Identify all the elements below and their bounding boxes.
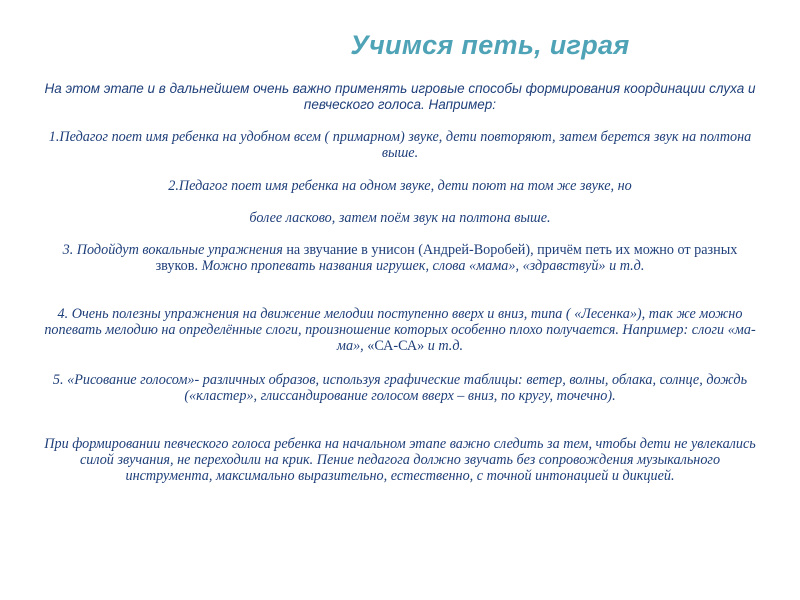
intro-paragraph: На этом этапе и в дальнейшем очень важно применять игровые способы формирования координации слуха и певческого голоса. Например: (44, 81, 756, 112)
paragraph-3-part-3: Можно пропевать названия игрушек, слова «мама», «здравствуй» и т.д. (198, 258, 645, 274)
paragraph-3-part-2: на звучание в унисон (Андрей-Воробей), причём петь их можно от разных звуков. (155, 242, 738, 274)
paragraph-2-line-2: более ласково, затем поём звук на полтона выше. (249, 210, 551, 226)
paragraph-3-part-1: 3. Подойдут вокальные упражнения (62, 242, 283, 258)
paragraph-6: При формировании певческого голоса ребенка на начальном этапе важно следить за тем, чтобы дети не увлекались силой звучания, не переходили на крик. Пение педагога должно звучать без сопровождения музыкального инструмента, максимально выразительно, естественно, с точной интонацией и дикцией. (44, 436, 756, 484)
paragraph-4 (40, 306, 760, 354)
paragraph-2-line-1: 2.Педагог поет имя ребенка на одном звуке, дети поют на том же звуке, но (168, 178, 632, 194)
paragraph-5: 5. «Рисование голосом»- различных образов, используя графические таблицы: ветер, волны, облака, солнце, дождь («кластер», глиссандирование голосом вверх – вниз, по кругу, точечно). (52, 372, 748, 404)
paragraph-1: 1.Педагог поет имя ребенка на удобном всем ( примарном) звуке, дети повторяют, затем берется звук на полтона выше. (48, 129, 752, 161)
paragraph-4-part-2: «СА-СА» (367, 338, 425, 354)
paragraph-4-part-1: 4. Очень полезны упражнения на движение мелодии поступенно вверх и вниз, типа ( «Лесенка»), так же можно попевать мелодию на определённые слоги, произношение которых особенно плохо получается. Например: слоги «ма-ма», (44, 306, 756, 354)
paragraph-4-part-3: и т.д. (424, 338, 464, 354)
slide-title: Учимся петь, играя (350, 30, 630, 60)
paragraph-3 (40, 242, 760, 274)
